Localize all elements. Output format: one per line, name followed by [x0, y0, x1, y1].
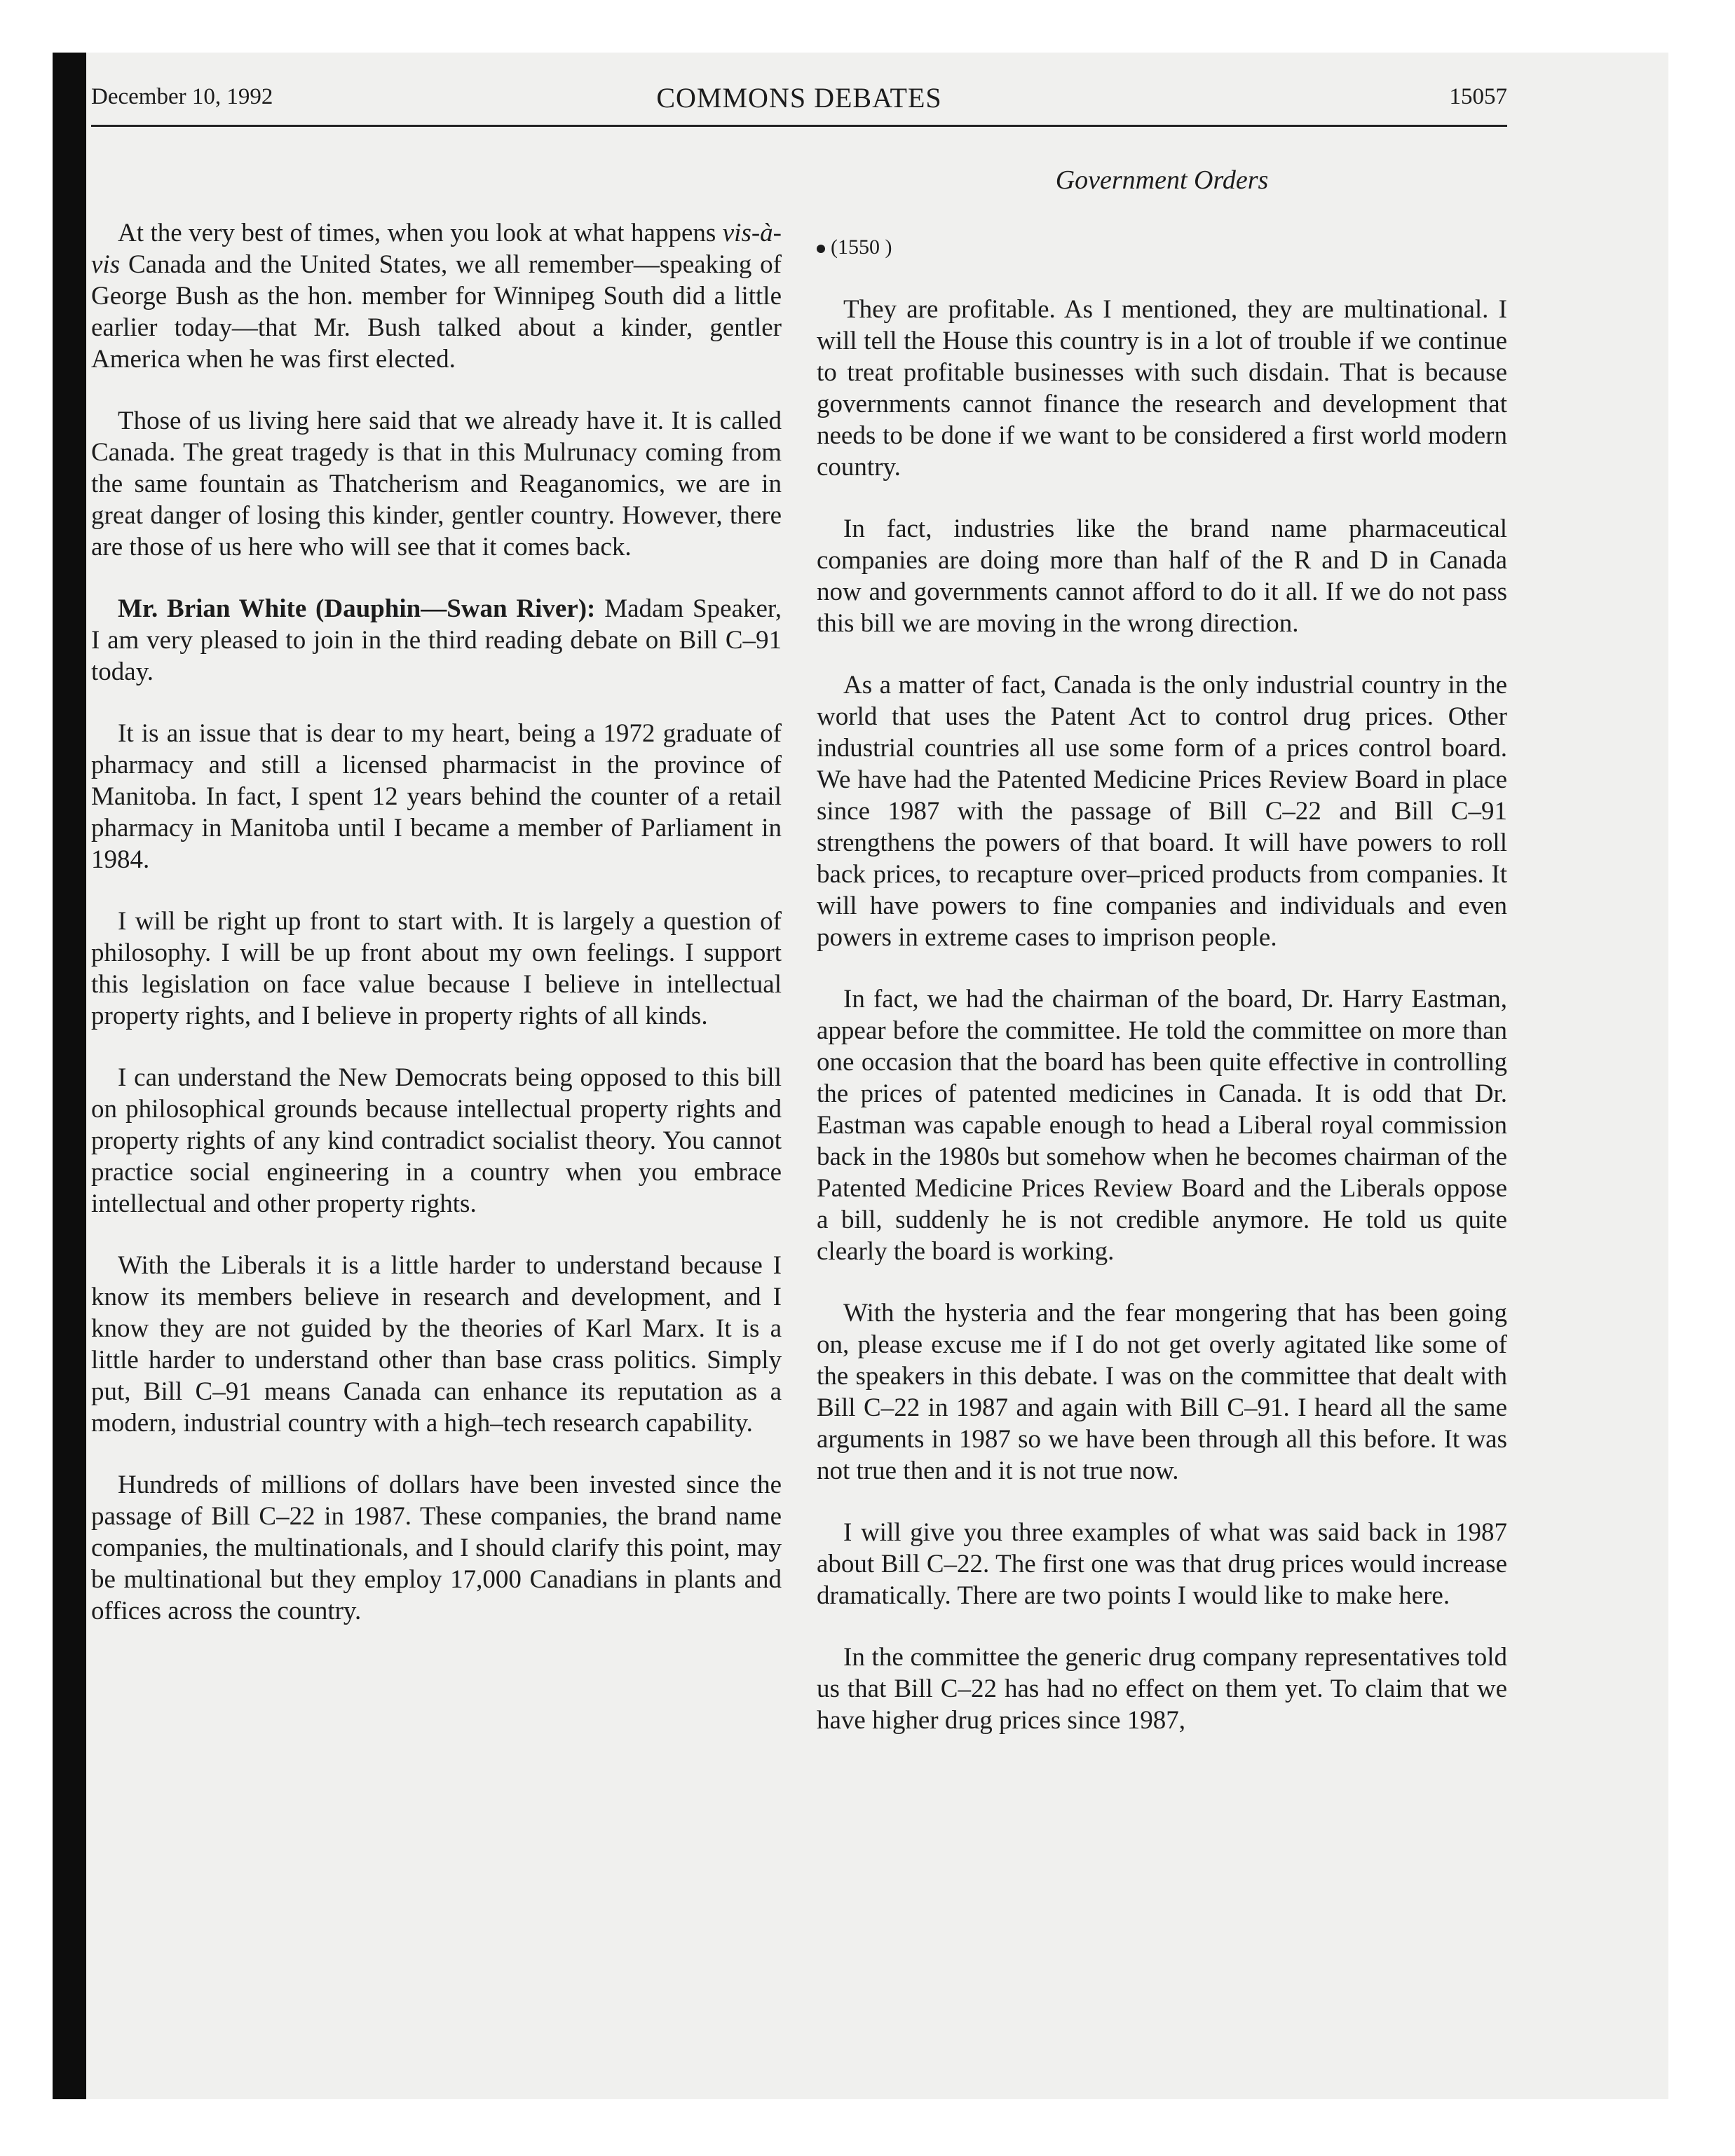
section-heading: Government Orders [1055, 165, 1269, 195]
paragraph: I will be right up front to start with. It is largely a question of philosophy. I will be up front about my own feelings. I support this legislation on face value because I believe in intellectual property rights, and I believe in property rights of all kinds. [91, 907, 782, 1030]
paragraph: As a matter of fact, Canada is the only industrial country in the world that uses the Patent Act to control drug prices. Other industrial countries all use some form of a prices control board. We have had the Patented Medicine Prices Review Board in place since 1987 with the passage of Bill C–22 and Bill C–91 strengthens the powers of that board. It will have powers to roll back prices, to recapture over–priced products from companies. It will have powers to fine companies and individuals and even powers in extreme cases to imprison people. [817, 671, 1507, 952]
header-title: COMMONS DEBATES [656, 82, 942, 114]
speaker-name: Mr. Brian White (Dauphin—Swan River): [118, 594, 596, 623]
paragraph: Hundreds of millions of dollars have been invested since the passage of Bill C–22 in 1987. These companies, the brand name companies, the multinationals, and I should clarify this point, may be multinational but they employ 17,000 Canadians in plants and offices across the country. [91, 1471, 782, 1625]
paragraph: They are profitable. As I mentioned, they are multinational. I will tell the House this country is in a lot of trouble if we continue to treat profitable businesses with such disdain. That is because governments cannot finance the research and development that needs to be done if we want to be considered a first world modern country. [817, 295, 1507, 482]
left-column [91, 217, 782, 1657]
paragraph: In fact, we had the chairman of the board, Dr. Harry Eastman, appear before the committee. He told the committee on more than one occasion that the board has been quite effective in controlling the prices of patented medicines in Canada. It is odd that Dr. Eastman was capable enough to head a Liberal royal commission back in the 1980s but somehow when he becomes chairman of the Patented Medicine Prices Review Board and the Liberals oppose a bill, suddenly he is not credible anymore. He told us quite clearly the board is working. [817, 985, 1507, 1266]
time-marker: (1550 ) [817, 231, 1507, 263]
paragraph: I can understand the New Democrats being opposed to this bill on philosophical grounds because intellectual property rights and property rights of any kind contradict socialist theory. You cannot practice social engineering in a country when you embrace intellectual and other property rights. [91, 1063, 782, 1218]
paragraph: At the very best of times, when you look at what happens vis-à-vis Canada and the United States, we all remember—speaking of George Bush as the hon. member for Winnipeg South did a little earlier today—that Mr. Bush talked about a kinder, gentler America when he was first elected. [91, 219, 782, 374]
paragraph: It is an issue that is dear to my heart, being a 1972 graduate of pharmacy and still a licensed pharmacist in the province of Manitoba. In fact, I spent 12 years behind the counter of a retail pharmacy in Manitoba until I became a member of Parliament in 1984. [91, 719, 782, 874]
paragraph: In fact, industries like the brand name pharmaceutical companies are doing more than half of the R and D in Canada now and governments cannot afford to do it all. If we do not pass this bill we are moving in the wrong direction. [817, 514, 1507, 638]
running-head [91, 84, 1507, 126]
italic-phrase: vis-à-vis [91, 219, 782, 279]
header-date: December 10, 1992 [91, 84, 273, 109]
header-page-number: 15057 [1449, 84, 1507, 109]
bullet-icon [817, 245, 825, 253]
paragraph: I will give you three examples of what was said back in 1987 about Bill C–22. The first one was that drug prices would increase dramatically. There are two points I would like to make here. [817, 1518, 1507, 1610]
paragraph: With the hysteria and the fear mongering that has been going on, please excuse me if I do not get overly agitated like some of the speakers in this debate. I was on the committee that dealt with Bill C–22 in 1987 and again with Bill C–91. I heard all the same arguments in 1987 so we have been through all this before. It was not true then and it is not true now. [817, 1299, 1507, 1485]
paragraph: Those of us living here said that we already have it. It is called Canada. The great tragedy is that in this Mulrunacy coming from the same fountain as Thatcherism and Reaganomics, we are in great danger of losing this kinder, gentler country. However, there are those of us here who will see that it comes back. [91, 407, 782, 561]
paragraph: In the committee the generic drug company representatives told us that Bill C–22 has had no effect on them yet. To claim that we have higher drug prices since 1987, [817, 1643, 1507, 1735]
speaker-paragraph: Mr. Brian White (Dauphin—Swan River): Madam Speaker, I am very pleased to join in the third reading debate on Bill C–91 today. [91, 594, 782, 686]
header-rule [91, 125, 1507, 127]
scan-edge-bar [53, 53, 86, 2099]
right-column [817, 165, 1507, 1766]
paragraph: With the Liberals it is a little harder to understand because I know its members believe in research and development, and I know they are not guided by the theories of Karl Marx. It is a little harder to understand other than base crass politics. Simply put, Bill C–91 means Canada can enhance its reputation as a modern, industrial country with a high–tech research capability. [91, 1251, 782, 1438]
